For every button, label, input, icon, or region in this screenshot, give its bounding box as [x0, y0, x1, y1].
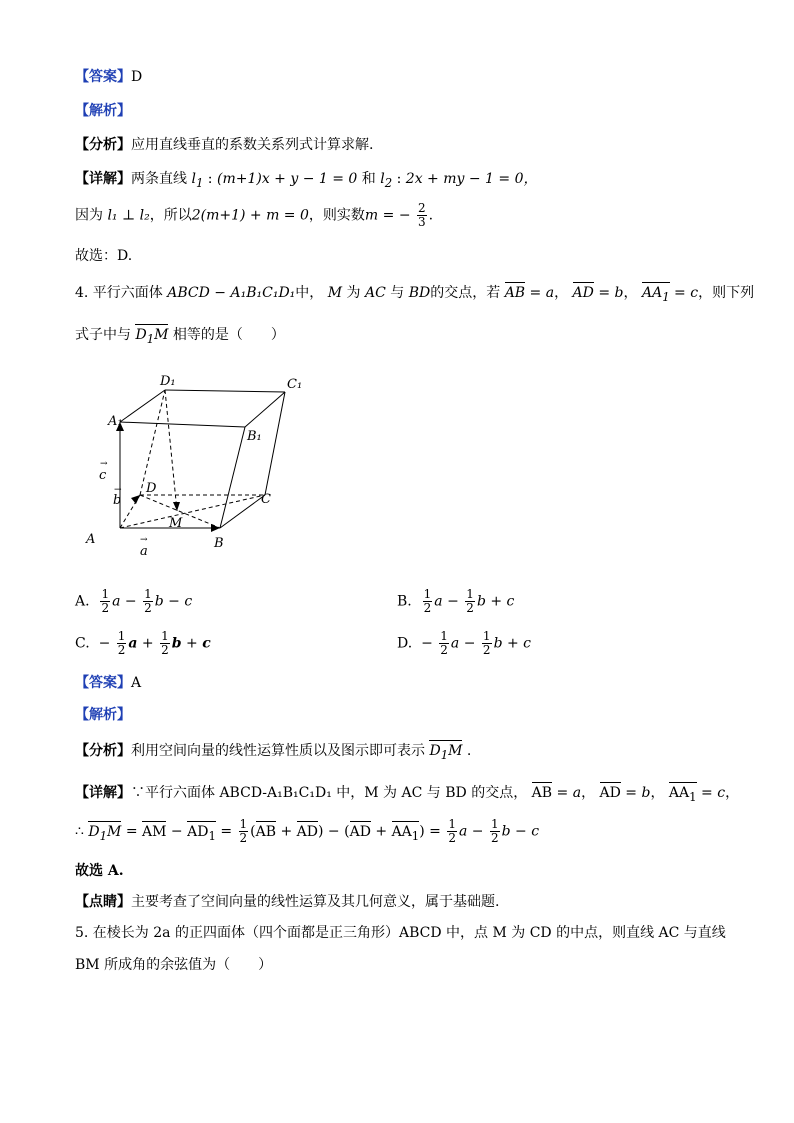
so-text: ，所以	[149, 207, 192, 224]
vec-ab: AB	[255, 823, 277, 840]
vec-ad1: $AD_1$	[187, 823, 216, 843]
half	[160, 630, 170, 657]
q4-stem-c: 为	[346, 285, 361, 301]
a-term: a	[458, 823, 468, 840]
frac-num: 2	[418, 201, 426, 215]
half	[490, 818, 500, 845]
edge-dd1	[140, 390, 165, 495]
half-num: 1	[423, 587, 432, 601]
q4-stem3: 相等的是（ ）	[172, 327, 285, 343]
label-c1: C₁	[287, 377, 303, 392]
half-den: 2	[161, 643, 169, 657]
b-term: b	[493, 635, 503, 652]
answer-tag: 【答案】	[75, 69, 131, 85]
ac-seg: AC	[364, 285, 386, 301]
vec-c: c	[690, 285, 699, 301]
half-den: 2	[423, 601, 432, 615]
xiangjie-tag: 【详解】	[75, 171, 131, 187]
arrow-m	[173, 502, 180, 511]
c-term: c	[531, 823, 540, 840]
a-term: a	[450, 635, 460, 652]
xiangjie-text: ∵平行六面体 ABCD-A₁B₁C₁D₁ 中，M 为 AC 与 BD 的交点，	[131, 785, 528, 801]
analysis-tag: 【解析】	[75, 707, 131, 723]
arrow-mark-c: →	[100, 459, 108, 469]
q4-stem2: 式子中与	[75, 327, 131, 343]
q4-stem-line1: 4. 平行六面体 ABCD − A₁B₁C₁D₁中， M 为 AC 与 BD的交点，若 AB = a， AD = b， $AA_1 = c$，则下列	[75, 285, 755, 304]
l2-symbol: $l_2$	[380, 171, 393, 190]
half	[117, 630, 127, 657]
half-num: 1	[482, 629, 491, 643]
q4-stem-a: 4. 平行六面体	[75, 285, 163, 301]
half-num: 1	[101, 587, 110, 601]
m-equals: m = −	[364, 207, 411, 224]
label-vec-a: a	[140, 544, 148, 559]
option-b: B. $\frac{1}{2}$ a − $\frac{1}{2}$ b + c	[397, 587, 515, 615]
half-num: 1	[490, 817, 499, 831]
c-term: c	[184, 593, 193, 610]
q3-because-line	[75, 202, 433, 229]
q4-fenxi-line: 【分析】利用空间向量的线性运算性质以及图示即可表示 $D_1M$ .	[75, 743, 472, 762]
vec-aa1: $AA_1$	[668, 785, 697, 804]
arrow-a	[211, 524, 220, 532]
b-term: b	[154, 593, 164, 610]
fraction-two-thirds	[417, 202, 427, 229]
half-num: 1	[117, 629, 126, 643]
dianjing-text: 主要考查了空间向量的线性运算及其几何意义，属于基础题.	[131, 894, 500, 910]
bd-seg: BD	[408, 285, 431, 301]
vec-ad: AD	[572, 285, 594, 301]
b-term: b	[476, 593, 486, 610]
half-num: 1	[239, 817, 248, 831]
half	[143, 588, 153, 615]
q5-stem: 5. 在棱长为 2a 的正四面体（四个面都是正三角形）ABCD 中，点 M 为 CD 的中点，则直线 AC 与直线	[75, 925, 726, 941]
option-d-label: D.	[397, 635, 413, 652]
option-a-label: A.	[75, 593, 90, 610]
q4-choose-line	[75, 860, 124, 880]
option-c: C. − $\frac{1}{2}$ a + $\frac{1}{2}$ b + c	[75, 629, 211, 657]
arrow-b	[131, 495, 140, 504]
c-term: c	[202, 635, 211, 652]
half-num: 1	[161, 629, 169, 643]
vec-b: b	[641, 785, 651, 801]
q5-stem2: BM 所成角的余弦值为（ ）	[75, 957, 273, 973]
option-c-label: C.	[75, 635, 90, 652]
label-m: M	[169, 516, 183, 531]
edge-a1b1	[120, 422, 245, 427]
half-den: 2	[101, 601, 110, 615]
fenxi-text: 应用直线垂直的系数关系列式计算求解.	[131, 137, 374, 153]
analysis-tag: 【解析】	[75, 103, 131, 119]
vec-aa1: $AA_1$	[391, 823, 420, 843]
label-d: D	[146, 481, 157, 496]
half-num: 1	[466, 587, 474, 601]
c-term: c	[523, 635, 532, 652]
a-term: a	[434, 593, 443, 610]
label-a1: A₁	[108, 414, 123, 429]
q3-analysis-line	[75, 100, 131, 120]
edge-d1c1	[165, 390, 285, 392]
vec-ad: AD	[599, 785, 621, 801]
answer-tag: 【答案】	[75, 675, 131, 691]
line1-equation: (m+1)x + y − 1 = 0	[216, 171, 358, 187]
label-c: C	[261, 492, 271, 507]
because-text: 因为	[75, 207, 103, 224]
m-point: M	[327, 285, 343, 301]
q4-xiangjie-line: 【详解】∵平行六面体 ABCD-A₁B₁C₁D₁ 中，M 为 AC 与 BD 的交点， AB = a， AD = b， $AA_1 = c$，	[75, 785, 740, 804]
vec-d1m: $D_1M$	[88, 823, 122, 843]
half-num: 1	[144, 587, 152, 601]
a-term: a	[128, 635, 138, 652]
q4-analysis-line	[75, 704, 131, 724]
half	[100, 588, 110, 615]
seg-d1m	[165, 390, 177, 511]
and-text: 和	[361, 171, 376, 187]
dianjing-tag: 【点睛】	[75, 894, 131, 910]
frac-den: 3	[418, 215, 426, 229]
half	[439, 630, 449, 657]
arrow-mark-b: →	[114, 485, 122, 495]
half-den: 2	[466, 601, 474, 615]
fenxi-text: 利用空间向量的线性运算性质以及图示即可表示	[131, 743, 425, 759]
vec-am: AM	[142, 823, 167, 840]
equation: 2(m+1) + m = 0	[191, 207, 309, 224]
q4-dianjing-line	[75, 891, 499, 911]
half-den: 2	[144, 601, 152, 615]
half	[465, 588, 475, 615]
half-den: 2	[117, 643, 126, 657]
c-term: c	[506, 593, 515, 610]
xiangjie-text: 两条直线	[131, 171, 187, 187]
q4-derivation-line: ∴ $D_1M$ = AM − $AD_1$ = $\frac{1}{2}$ $(AB + AD) - (AD + AA_1)$ = $\frac{1}{2}$ a − $\frac{1}{2}$ b − c	[75, 817, 540, 845]
vec-a: a	[572, 785, 582, 801]
q3-fenxi-line	[75, 134, 373, 154]
therefore-symbol: ∴	[75, 823, 84, 840]
perp-expr: l₁ ⊥ l₂	[107, 207, 150, 224]
vec-d1m: $D_1M$	[135, 327, 169, 346]
solid-name: ABCD − A₁B₁C₁D₁	[167, 285, 296, 301]
arrow-mark-a: →	[140, 535, 148, 545]
b-term: b	[501, 823, 511, 840]
option-a: A. $\frac{1}{2}$ a − $\frac{1}{2}$ b − c	[75, 587, 193, 615]
choose-text: 故选：D.	[75, 248, 133, 264]
half-den: 2	[448, 831, 456, 845]
vec-c: c	[717, 785, 726, 801]
half-num: 1	[440, 629, 448, 643]
q4-stem-d: 与	[390, 285, 405, 301]
then-text: ，则实数	[308, 207, 365, 224]
answer-value: D	[131, 69, 143, 85]
line2-equation: 2x + my − 1 = 0，	[405, 171, 538, 187]
q4-answer-line	[75, 672, 141, 692]
b-term: b	[171, 635, 182, 652]
a-term: a	[112, 593, 121, 610]
q3-choose-line	[75, 245, 132, 265]
fenxi-tag: 【分析】	[75, 743, 131, 759]
label-b: B	[214, 536, 224, 551]
half-den: 2	[239, 831, 248, 845]
l1-symbol: $l_1$	[191, 171, 204, 190]
vec-ad: AD	[296, 823, 319, 840]
label-a: A	[86, 532, 96, 547]
parallelepiped-figure	[80, 370, 320, 560]
half-den: 2	[440, 643, 448, 657]
half-num: 1	[448, 817, 456, 831]
vec-aa1: $AA_1$	[641, 285, 670, 304]
half	[239, 818, 249, 845]
choose-text: 故选 A.	[75, 863, 124, 879]
q4-stem-e: 的交点，若	[430, 285, 501, 301]
q5-stem-line2	[75, 954, 272, 974]
half	[423, 588, 433, 615]
label-b1: B₁	[247, 429, 262, 444]
vec-ad: AD	[349, 823, 371, 840]
label-d1: D₁	[160, 374, 176, 389]
fenxi-tag: 【分析】	[75, 137, 131, 153]
q4-stem-b: 中，	[295, 285, 324, 301]
q5-stem-line1	[75, 922, 726, 942]
q3-xiangjie-line: 【详解】两条直线 $l_1$ : (m+1)x + y − 1 = 0 和 $l_2$ : 2x + my − 1 = 0，	[75, 171, 538, 190]
option-d: D. − $\frac{1}{2}$ a − $\frac{1}{2}$ b + c	[397, 629, 532, 657]
half	[482, 630, 492, 657]
half	[447, 818, 457, 845]
period: .	[428, 207, 434, 224]
vec-b: b	[614, 285, 624, 301]
q3-answer-line	[75, 66, 142, 86]
option-b-label: B.	[397, 593, 412, 610]
label-vec-c: c	[99, 468, 107, 483]
vec-ab: AB	[504, 285, 526, 301]
vec-a: a	[545, 285, 555, 301]
vec-ab: AB	[531, 785, 553, 801]
half-den: 2	[482, 643, 491, 657]
q4-stem-line2	[75, 324, 285, 346]
answer-value: A	[131, 675, 142, 691]
half-den: 2	[490, 831, 499, 845]
q4-stem-f: ，则下列	[698, 285, 755, 301]
xiangjie-tag: 【详解】	[75, 785, 131, 801]
label-vec-b: b	[113, 493, 122, 508]
vec-d1m: $D_1M$	[429, 743, 463, 762]
